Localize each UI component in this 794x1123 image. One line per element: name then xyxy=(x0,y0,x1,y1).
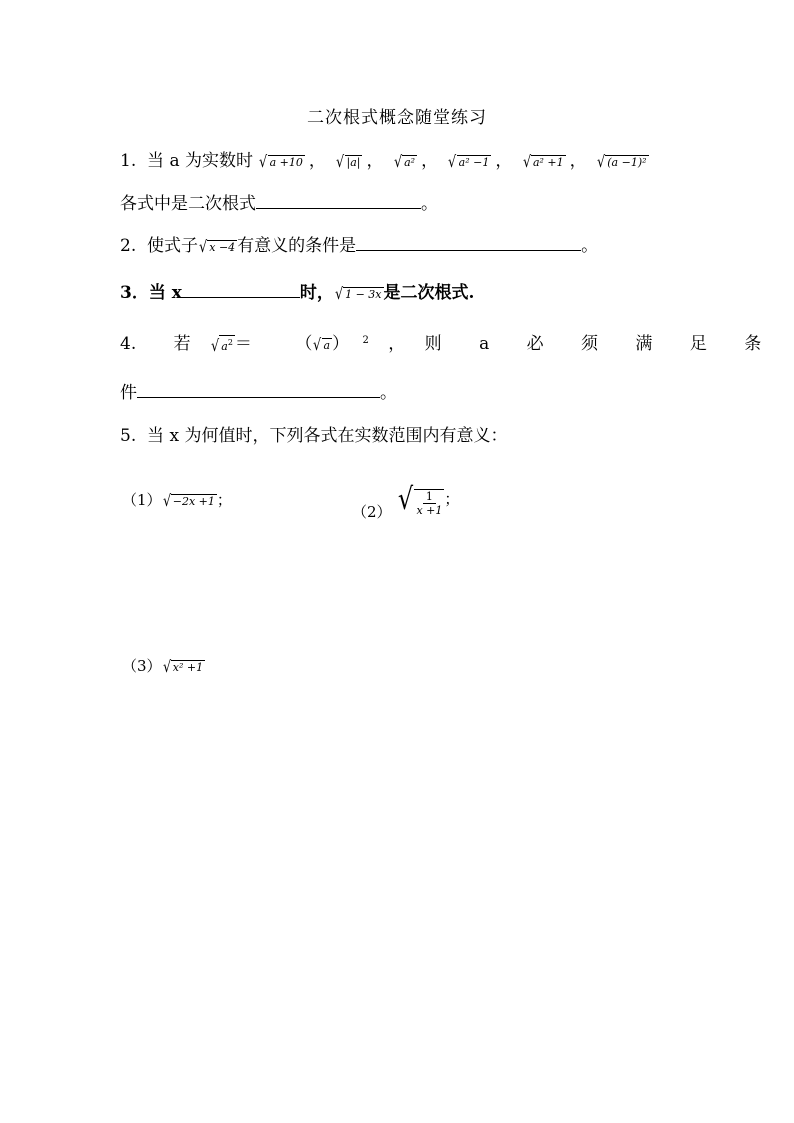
radical-expr-q3: √ 1 − 3x xyxy=(334,283,382,303)
radical-expr-3: √ a² xyxy=(393,151,416,171)
question-4-ruo: 若 xyxy=(173,334,191,354)
radical-expr-q2: √ x −4 xyxy=(199,236,236,256)
radical-expr-6: √ (a −1)² xyxy=(597,151,647,171)
question-5-text: 当 x 为何值时，下列各式在实数范围内有意义： xyxy=(147,426,508,446)
question-3-number: 3．当 x xyxy=(120,283,182,303)
sub-question-2-end: ； xyxy=(444,490,460,508)
question-4-tail: 则 a 必 须 满 足 条 xyxy=(424,334,778,354)
question-5-number: 5. xyxy=(120,426,137,446)
question-4-line-2 xyxy=(120,379,397,405)
question-1-number: 1. xyxy=(120,151,137,171)
sub-question-2-label: （2） xyxy=(352,502,392,521)
question-4-power: 2 xyxy=(362,335,369,346)
question-1-end: 。 xyxy=(421,194,438,214)
question-4-end: 。 xyxy=(380,383,397,403)
radical-expr-sub2: √ $\frac{1}{x +1}$ xyxy=(398,482,443,517)
question-4-comma: ， xyxy=(388,334,406,354)
question-4-line-2-text: 件 xyxy=(120,383,137,403)
question-5 xyxy=(120,424,507,448)
question-2 xyxy=(120,232,598,258)
question-4-equals: ＝ xyxy=(234,334,252,354)
radical-expr-q4b: √ a xyxy=(313,334,331,354)
fraction-numerator: 1 xyxy=(423,490,436,504)
question-2-end: 。 xyxy=(581,236,599,256)
sub-question-3 xyxy=(122,655,205,676)
sub-question-2 xyxy=(352,466,459,522)
radical-expr-2: √ |a| xyxy=(336,151,361,171)
question-3-mid: 时， xyxy=(299,283,334,303)
sub-question-1-end: ； xyxy=(216,491,232,509)
question-1: 1. 当 a 为实数时 √ a +10 ， √ |a| ， √ a² ， √ a² −1 ， √ a² +1 ， √ (a −1)² xyxy=(120,151,647,171)
fraction-denominator: x +1 xyxy=(416,504,443,517)
question-1-line-2-text: 各式中是二次根式 xyxy=(120,194,256,214)
sub-question-3-label: （3） xyxy=(122,657,162,675)
sub-question-1-label: （1） xyxy=(122,491,162,509)
question-1-line-2 xyxy=(120,190,438,216)
page-title: 二次根式概念随堂练习 xyxy=(307,108,487,128)
question-4-lparen: （ xyxy=(295,334,313,354)
sub-question-1 xyxy=(122,489,232,510)
question-1-text: 当 a 为实数时 xyxy=(147,151,253,171)
radical-expr-4: √ a² −1 xyxy=(448,151,490,171)
answer-blank-3[interactable] xyxy=(182,279,300,298)
radical-expr-sub3: √ x² +1 xyxy=(162,657,204,676)
answer-blank-1[interactable] xyxy=(256,190,421,209)
radical-expr-1: √ a +10 xyxy=(259,151,303,171)
radical-expr-q4a: √ $a^2$ xyxy=(211,336,233,355)
radical-expr-5: √ a² +1 xyxy=(522,151,564,171)
question-3-tail: 是二次根式. xyxy=(383,283,475,303)
answer-blank-2[interactable] xyxy=(356,232,581,251)
question-3 xyxy=(120,279,474,305)
question-2-text: 使式子 xyxy=(147,236,199,256)
radical-expr-sub1: √ −2x +1 xyxy=(162,491,215,510)
question-4 xyxy=(120,329,777,356)
question-4-rparen: ） xyxy=(332,334,350,354)
question-2-tail: 有意义的条件是 xyxy=(237,236,357,256)
question-2-number: 2. xyxy=(120,236,137,256)
answer-blank-4[interactable] xyxy=(137,379,380,398)
question-4-number: 4. xyxy=(120,334,137,354)
